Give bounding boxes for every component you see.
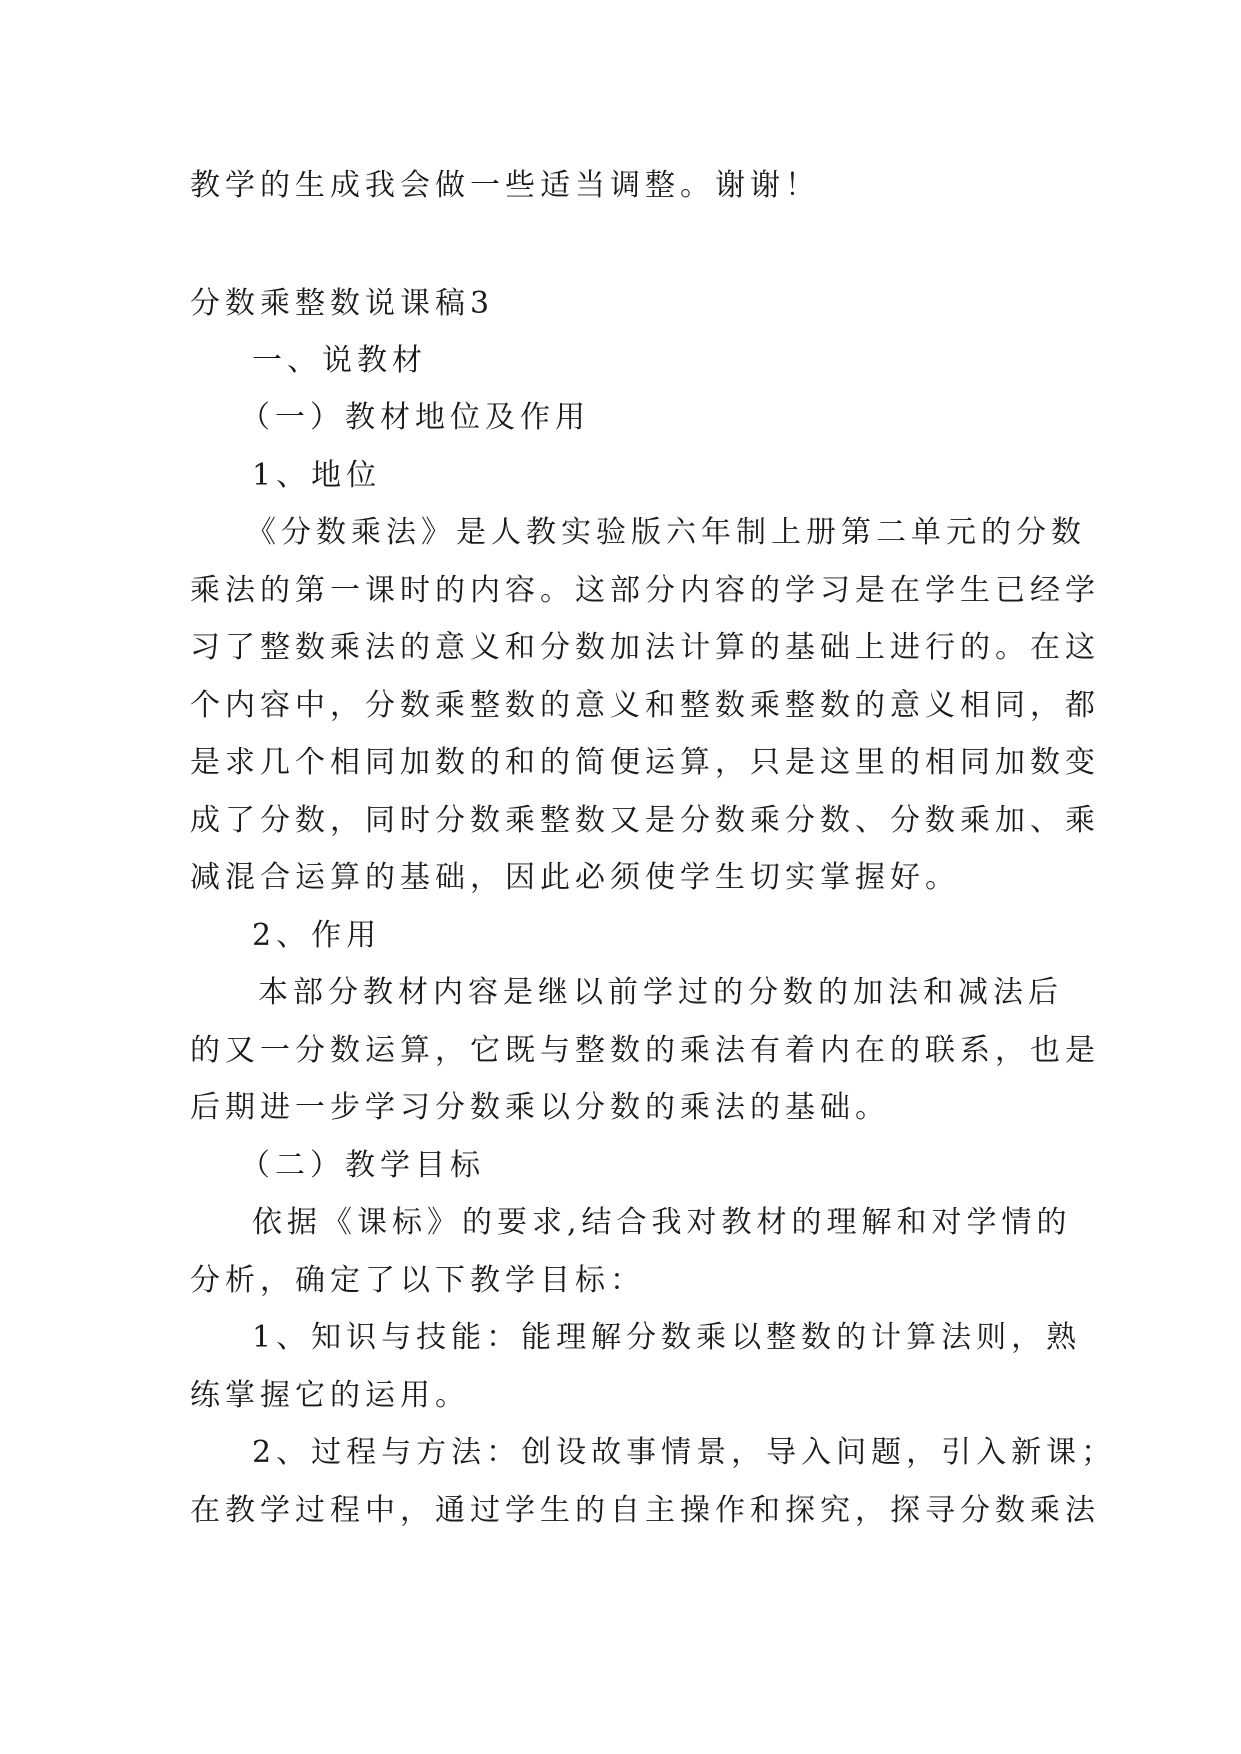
text-line: 2、过程与方法：创设故事情景，导入问题，引入新课； [252,1435,1117,1470]
heading-level-1: 一、说教材 [252,343,427,378]
text-line: 1、知识与技能：能理解分数乘以整数的计算法则，熟 [252,1320,1082,1355]
text-line: 在教学过程中，通过学生的自主操作和探究，探寻分数乘法 [190,1493,1100,1528]
heading-level-3: 1、地位 [252,458,382,493]
text-line: 后期进一步学习分数乘以分数的乘法的基础。 [190,1090,890,1125]
text-line: 《分数乘法》是人教实验版六年制上册第二单元的分数 [246,515,1086,550]
text-line: 教学的生成我会做一些适当调整。谢谢！ [190,168,820,203]
text-line: 的又一分数运算，它既与整数的乘法有着内在的联系，也是 [190,1033,1100,1068]
text-line: 是求几个相同加数的和的简便运算，只是这里的相同加数变 [190,745,1100,780]
heading-level-3: 2、作用 [252,918,382,953]
text-line: 乘法的第一课时的内容。这部分内容的学习是在学生已经学 [190,573,1100,608]
heading-level-2: （一）教材地位及作用 [240,400,590,435]
text-line: 练掌握它的运用。 [190,1378,470,1413]
heading-level-2: （二）教学目标 [240,1148,485,1183]
text-line: 成了分数，同时分数乘整数又是分数乘分数、分数乘加、乘 [190,803,1100,838]
text-line: 个内容中，分数乘整数的意义和整数乘整数的意义相同，都 [190,688,1100,723]
text-line: 习了整数乘法的意义和分数加法计算的基础上进行的。在这 [190,630,1100,665]
text-line: 本部分教材内容是继以前学过的分数的加法和减法后 [258,975,1063,1010]
text-line: 依据《课标》的要求,结合我对教材的理解和对学情的 [252,1205,1072,1240]
text-line: 分析，确定了以下教学目标： [190,1263,645,1298]
section-title: 分数乘整数说课稿3 [190,286,495,321]
text-line: 减混合运算的基础，因此必须使学生切实掌握好。 [190,860,960,895]
